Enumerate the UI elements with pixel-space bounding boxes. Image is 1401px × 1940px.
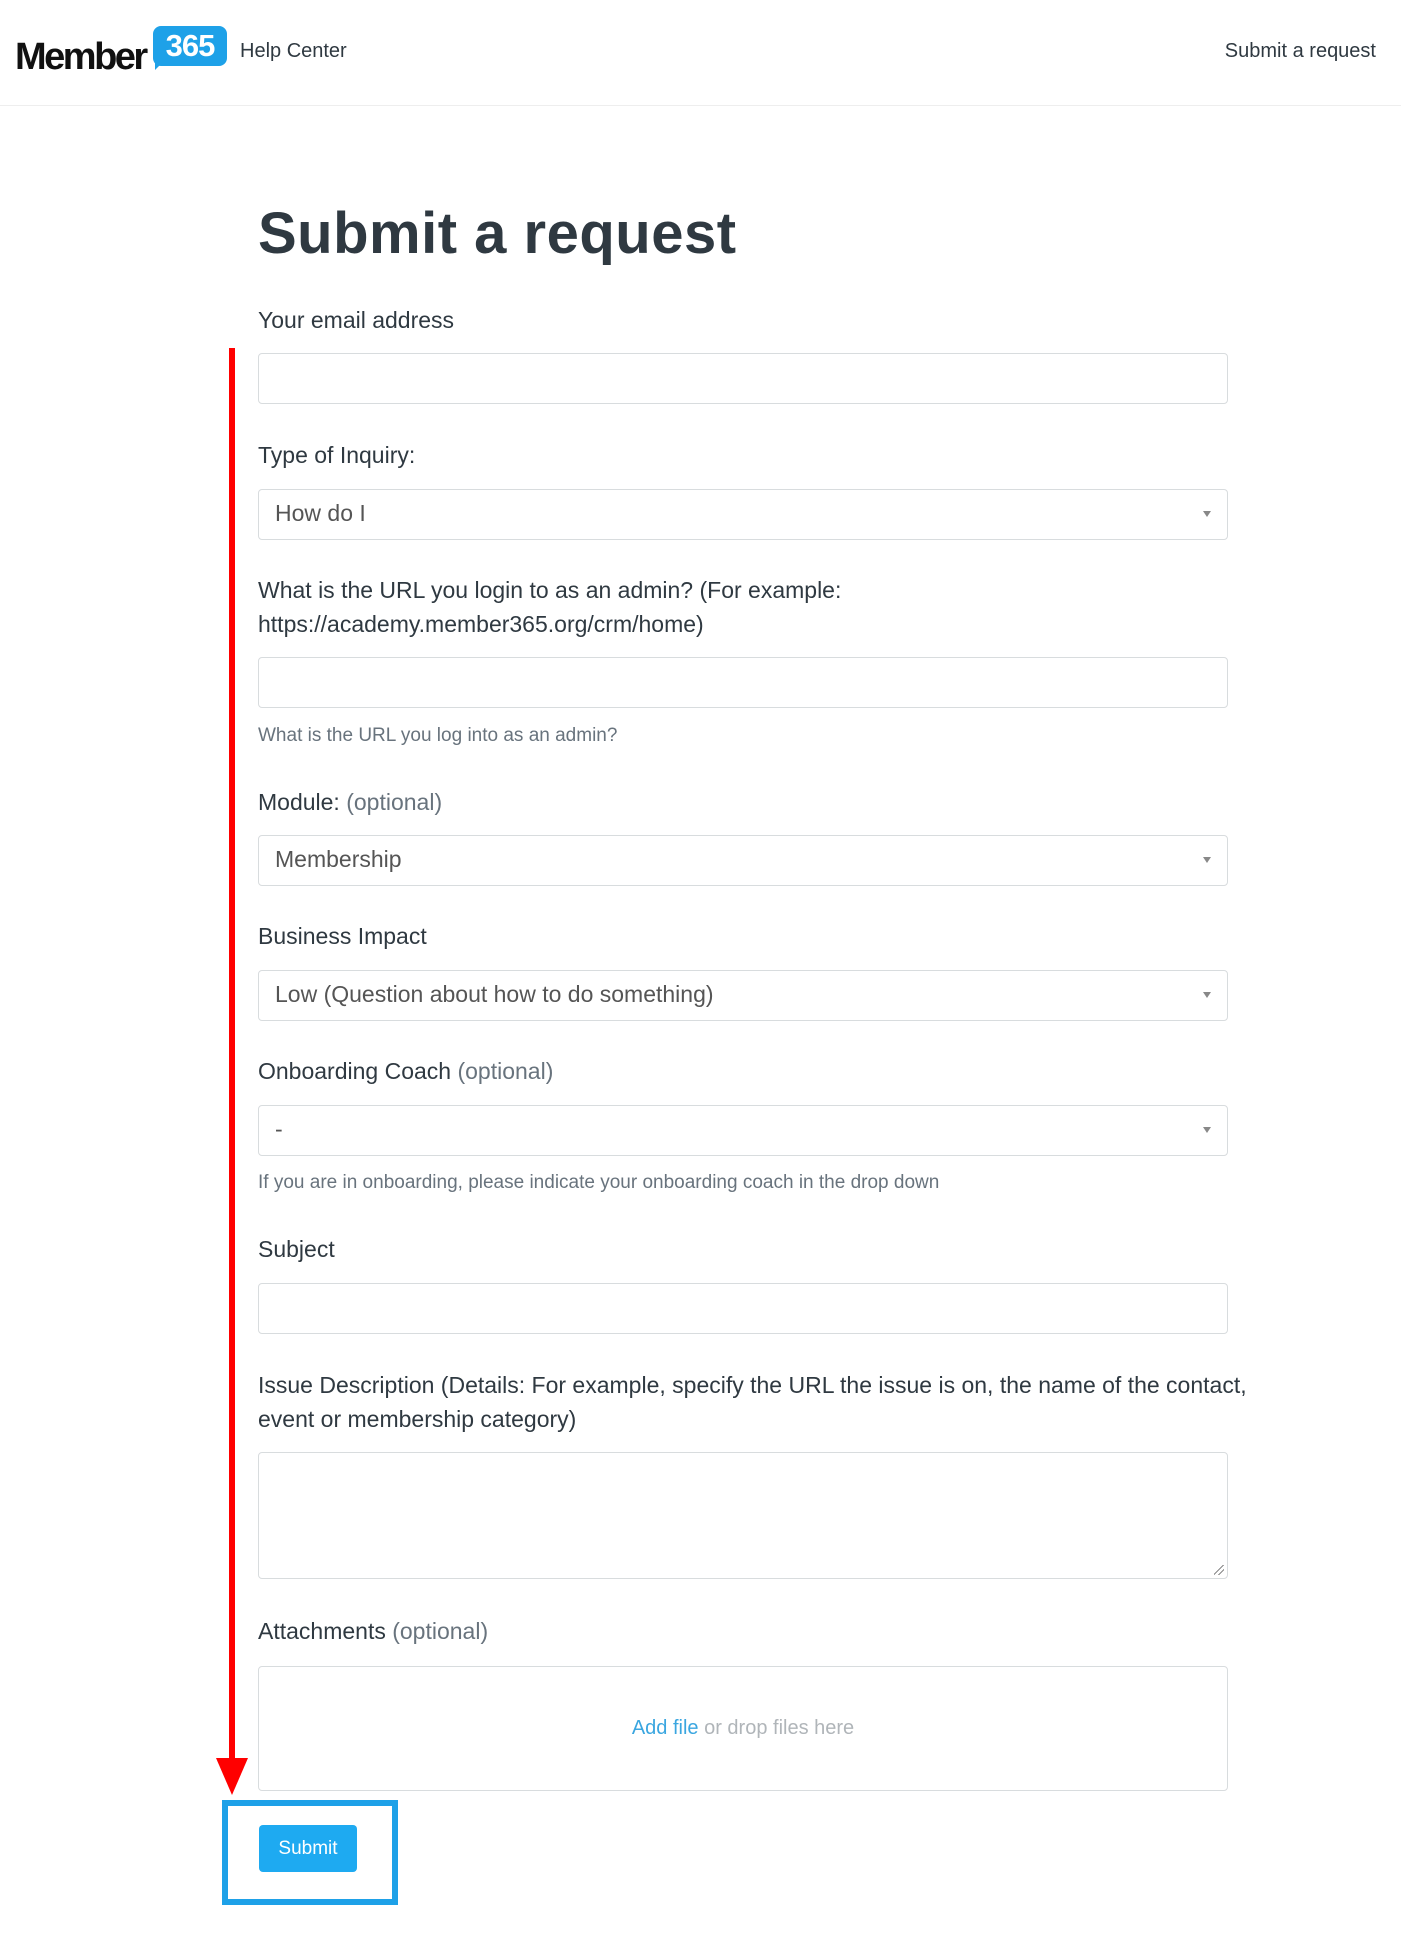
red-arrow-shaft	[229, 348, 235, 1762]
drop-files-text: or drop files here	[704, 1717, 855, 1739]
chevron-down-icon	[1203, 992, 1211, 998]
url-input[interactable]	[258, 657, 1228, 708]
help-center-link[interactable]: Help Center	[240, 40, 347, 62]
module-select[interactable]	[258, 835, 1228, 886]
module-label-text: Module:	[258, 789, 340, 815]
logo-badge: 365	[153, 26, 227, 66]
down-arrow-icon	[216, 1758, 248, 1795]
subject-label: Subject	[258, 1236, 335, 1262]
inquiry-select-value: How do I	[275, 500, 366, 526]
submit-button[interactable]: Submit	[259, 1825, 357, 1872]
email-label: Your email address	[258, 307, 455, 333]
chevron-down-icon	[1203, 857, 1211, 863]
description-textarea[interactable]	[258, 1452, 1228, 1579]
coach-hint: If you are in onboarding, please indicate your onboarding coach in the drop down	[258, 1172, 940, 1193]
impact-select[interactable]	[258, 970, 1228, 1021]
inquiry-label: Type of Inquiry:	[258, 442, 416, 468]
site-header	[0, 0, 1401, 106]
module-optional-tag: (optional)	[346, 789, 443, 815]
coach-select-value: -	[275, 1116, 283, 1142]
coach-label-text: Onboarding Coach	[258, 1058, 452, 1084]
coach-label	[258, 1054, 1238, 1088]
impact-select-value: Low (Question about how to do something)	[275, 981, 714, 1007]
url-hint: What is the URL you log into as an admin?	[258, 725, 618, 746]
attachments-optional-tag: (optional)	[392, 1618, 489, 1644]
url-label: What is the URL you login to as an admin? (For example: https://academy.member365.org/crm/home)	[258, 577, 842, 637]
attachments-label	[258, 1614, 1238, 1648]
member365-logo[interactable]	[15, 26, 215, 76]
chevron-down-icon	[1203, 511, 1211, 517]
subject-input[interactable]	[258, 1283, 1228, 1334]
chevron-down-icon	[1203, 1127, 1211, 1133]
attachments-dropzone[interactable]	[258, 1666, 1228, 1791]
logo-wordmark: Member	[15, 36, 146, 78]
inquiry-select[interactable]	[258, 489, 1228, 540]
resize-handle-icon[interactable]	[1214, 1565, 1224, 1575]
submit-request-link[interactable]: Submit a request	[1224, 40, 1376, 62]
coach-optional-tag: (optional)	[457, 1058, 554, 1084]
description-label: Issue Description (Details: For example, specify the URL the issue is on, the name of the contact, event or membership category)	[258, 1372, 1247, 1432]
add-file-link[interactable]: Add file	[631, 1717, 699, 1739]
page-title: Submit a request	[258, 201, 737, 266]
module-label	[258, 785, 1238, 819]
email-input[interactable]	[258, 353, 1228, 404]
coach-select[interactable]	[258, 1105, 1228, 1156]
submit-highlight-box	[222, 1800, 398, 1905]
attachments-label-text: Attachments	[258, 1618, 386, 1644]
impact-label: Business Impact	[258, 923, 427, 949]
module-select-value: Membership	[275, 846, 402, 872]
